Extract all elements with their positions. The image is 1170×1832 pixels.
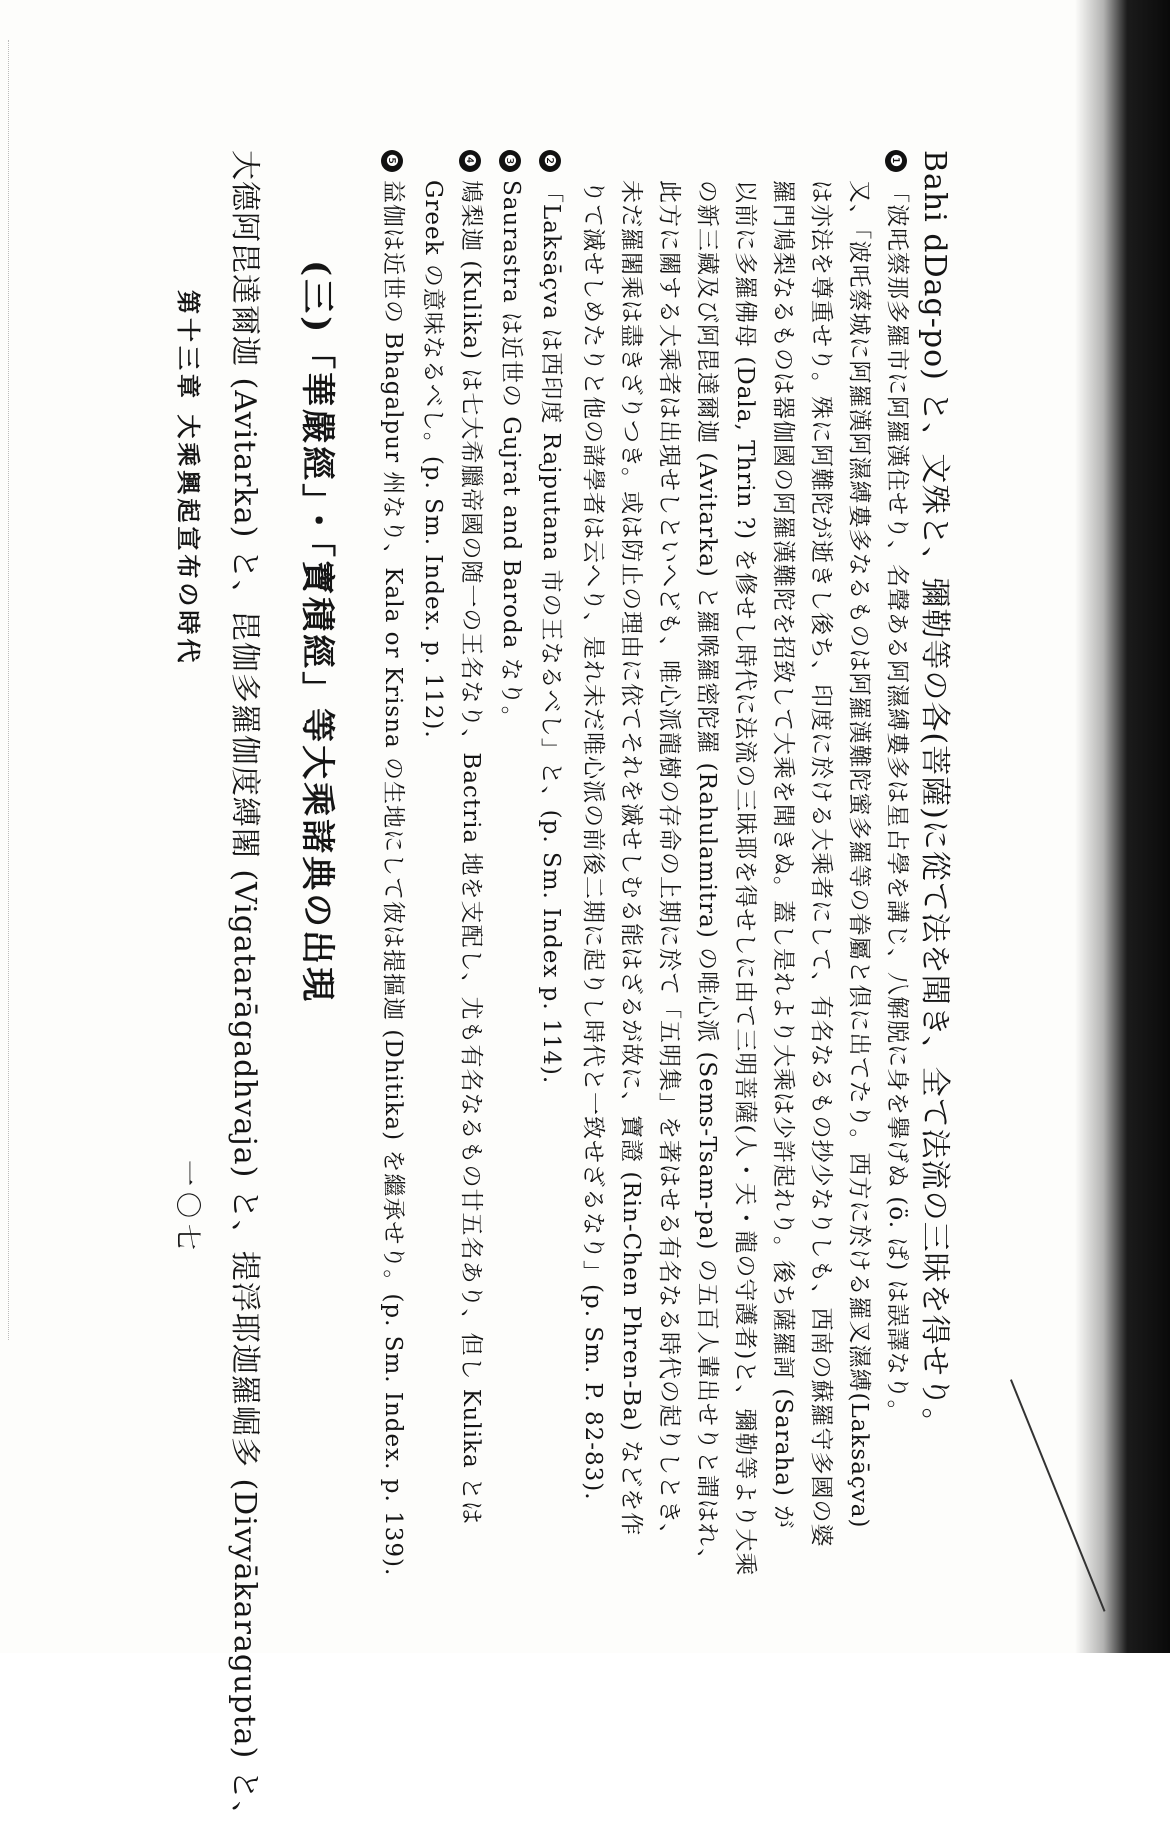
scan-edge — [8, 40, 19, 1340]
note-text-10: 「Laksāçva は西印度 Rajputana 市の王なるべし」と、(p. Sm. Index p. 114). — [538, 180, 564, 1085]
note-marker-4: ❹ — [459, 150, 481, 172]
note-line-4: 羅門鳩梨なるものは器伽國の阿羅漢難陀を招致して大乘を聞きぬ。蓋し是れより大乘は少許起れり。後ち薩羅訶 (Saraha) が — [770, 180, 796, 1530]
note-marker-1: ❶ — [885, 150, 907, 172]
running-head: 第十三章 大乘興起宣布の時代 — [174, 290, 203, 667]
body-line-last: 大德阿毘達爾迦 (Avitarka) と、毘伽多羅伽度縛闍 (Vigatarāgadhvaja) と、提浮耶迦羅崛多 (Divyākaragupta) と、 — [227, 150, 262, 1832]
note-text-1: 「波吒蔡那多羅市に阿羅漢住せり、名聲ある阿濕縛婁多は星占學を講じ、八解脱に身を擧げぬ (ö. ぱ) は誤譯なり。 — [884, 180, 910, 1424]
note-line-13: Greek の意味なるべし。(p. Sm. Index. p. 112). — [420, 180, 446, 739]
note-text-12: 鳩梨迦 (Kulika) は七大希臘帝國の随一の王名なり、Bactria 地を支配し、尤も有名なるもの廿五名あり、但し Kulika とは — [458, 180, 484, 1526]
rotated-text-block — [160, 150, 960, 1832]
note-line-3: は亦法を尊重せり。殊に阿難陀が逝きし後ち、印度に於ける大乘者にして、有名なるもの抄少なりしも、西南の蘇羅守多國の婆 — [808, 180, 834, 1548]
section-heading: (三)「華嚴經」・「寶積經」等大乘諸典の出現 — [297, 260, 337, 1005]
note-marker-3: ❸ — [499, 150, 521, 172]
note-marker-5: ❺ — [381, 150, 403, 172]
note-line-12 — [457, 150, 490, 1525]
page-number: 一〇七 — [172, 1160, 202, 1257]
note-line-2: 又、「波吒蔡城に阿羅漢阿濕縛婁多なるものは阿羅漢難陀蜜多羅等の眷屬と倶に出てたり。西方に於ける羅叉濕縛(Laksāçva) — [846, 180, 872, 1529]
note-line-8: 未だ羅闍乘は盡きざりつき。或は防止の理由に依てそれを滅せしむる能はざるが故に、寶證 (Rin-Chen Phren-Ba) などを作 — [618, 180, 644, 1537]
note-marker-2: ❷ — [539, 150, 561, 172]
note-line-9: りて滅せしめたりと他の諸學者は云へり、是れ未だ唯心派の前後二期に起りし時代と一致せざるなり」(p. Sm. P. 82-83). — [580, 180, 606, 1501]
text-line-1: Bahi dDag-po) と、文殊と、彌勒等の各(菩薩)に從て法を聞き、全て法流の三昧を得せり。 — [917, 150, 952, 1439]
note-line-5: 以前に多羅佛母 (Dala, Thrin ?) を修せし時代に法流の三昧耶を得せしに由て三明菩薩(人・天・龍の守護者)と、彌勒等より大乘 — [732, 180, 758, 1577]
note-line-11 — [497, 150, 530, 730]
note-line-1 — [883, 150, 916, 1424]
note-text-11: Saurastra は近世の Gujrat and Baroda なり。 — [498, 180, 524, 730]
binding-shadow — [1075, 0, 1170, 1653]
note-line-10 — [537, 150, 570, 1084]
note-text-14: 益伽は近世の Bhagalpur 州なり、Kala or Krisna の生地にして彼は提摳迦 (Dhitika) を繼承せり。(p. Sm. Index. p. 139). — [380, 180, 406, 1577]
note-line-14 — [379, 150, 412, 1576]
note-line-7: 此方に關する大乘者は出現せしといへども、唯心派龍樹の存命の上期に於て「五明集」を著はせる有名なる時代の起りしとき、 — [656, 180, 682, 1548]
note-line-6: の新三藏及び阿毘達爾迦 (Avitarka) と羅喉羅密陀羅 (Rahulamitra) の唯心派 (Sems-Tsam-pa) の五百人輩出せりと謂はれ、 — [694, 180, 720, 1573]
